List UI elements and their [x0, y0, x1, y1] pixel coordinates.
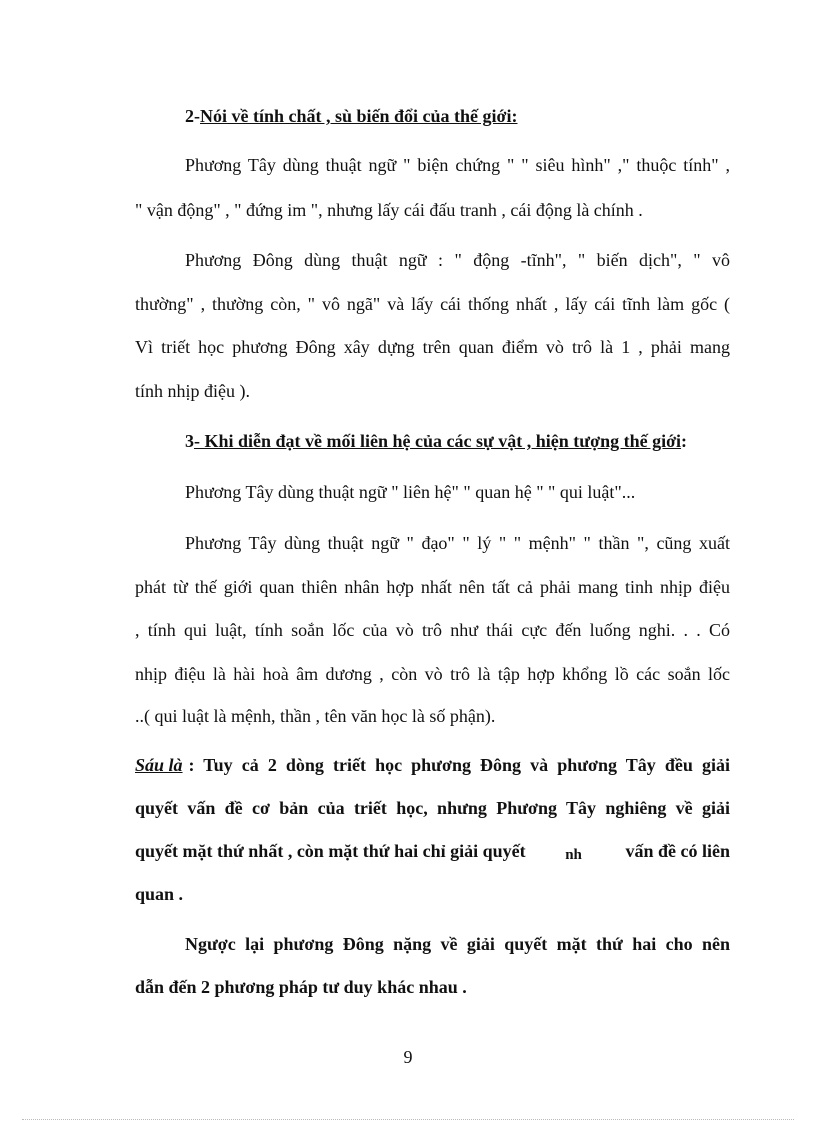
para-5-line-3a: quyết mặt thứ nhất , còn mặt thứ hai chỉ giải quyết — [135, 841, 526, 861]
para-5-line-4: quan . — [135, 884, 184, 904]
heading-2-number: 2- — [185, 106, 200, 126]
para-2-line-4: tính nhịp điệu ). — [135, 381, 250, 401]
para-4-line-4: nhịp điệu là hài hoà âm dương , còn vò trô là tập hợp khổng lồ các soắn lốc — [135, 664, 730, 684]
para-6-line-2: dẫn đến 2 phương pháp tư duy khác nhau . — [135, 977, 467, 997]
para-5-line-2: quyết vấn đề cơ bản của triết học, nhưng Phương Tây nghiêng về giải — [135, 798, 730, 818]
heading-3 — [185, 430, 687, 452]
para-5-line-3 — [135, 840, 730, 862]
para-4-line-1: Phương Tây dùng thuật ngữ " đạo" " lý " " mệnh" " thần ", cũng xuất — [185, 533, 730, 553]
para-5-lead: Sáu là — [135, 755, 183, 775]
heading-3-number: 3 — [185, 431, 194, 451]
page-number: 9 — [403, 1047, 413, 1067]
para-1-line-1: Phương Tây dùng thuật ngữ " biện chứng " " siêu hình" ," thuộc tính" , — [185, 155, 730, 175]
para-3-line-1: Phương Tây dùng thuật ngữ " liên hệ" " quan hệ " " qui luật"... — [185, 482, 636, 502]
para-5-subscript: nh — [565, 847, 582, 863]
para-2-line-2: thường" , thường còn, " vô ngã" và lấy cái thống nhất , lấy cái tĩnh làm gốc ( — [135, 294, 730, 314]
para-4-line-5: ..( qui luật là mệnh, thần , tên văn học là số phận). — [135, 706, 496, 726]
footer-divider — [22, 1119, 794, 1120]
para-5-line-1 — [135, 754, 730, 776]
para-4-line-3: , tính qui luật, tính soắn lốc của vò trô như thái cực đến luống nghi. . . Có — [135, 620, 730, 640]
heading-3-title: - Khi diễn đạt về mối liên hệ của các sự vật , hiện tượng thế giới — [194, 431, 682, 451]
heading-2-title: Nói về tính chất , sù biến đổi của thế giới: — [200, 106, 518, 126]
para-1-line-2: " vận động" , " đứng im ", nhưng lấy cái đấu tranh , cái động là chính . — [135, 200, 643, 220]
para-5-line-1-text: : Tuy cả 2 dòng triết học phương Đông và phương Tây đều giải — [188, 755, 730, 775]
para-6-line-1: Ngược lại phương Đông nặng về giải quyết mặt thứ hai cho nên — [185, 934, 730, 954]
heading-3-colon: : — [681, 431, 688, 451]
para-4-line-2: phát từ thế giới quan thiên nhân hợp nhất nên tất cả phải mang tinh nhịp điệu — [135, 577, 730, 597]
para-2-line-1: Phương Đông dùng thuật ngữ : " động -tĩnh", " biến dịch", " vô — [185, 250, 730, 270]
heading-2 — [185, 105, 518, 127]
para-2-line-3: Vì triết học phương Đông xây dựng trên quan điểm vò trô là 1 , phải mang — [135, 337, 730, 357]
para-5-line-3b: vấn đề có liên — [625, 841, 730, 861]
